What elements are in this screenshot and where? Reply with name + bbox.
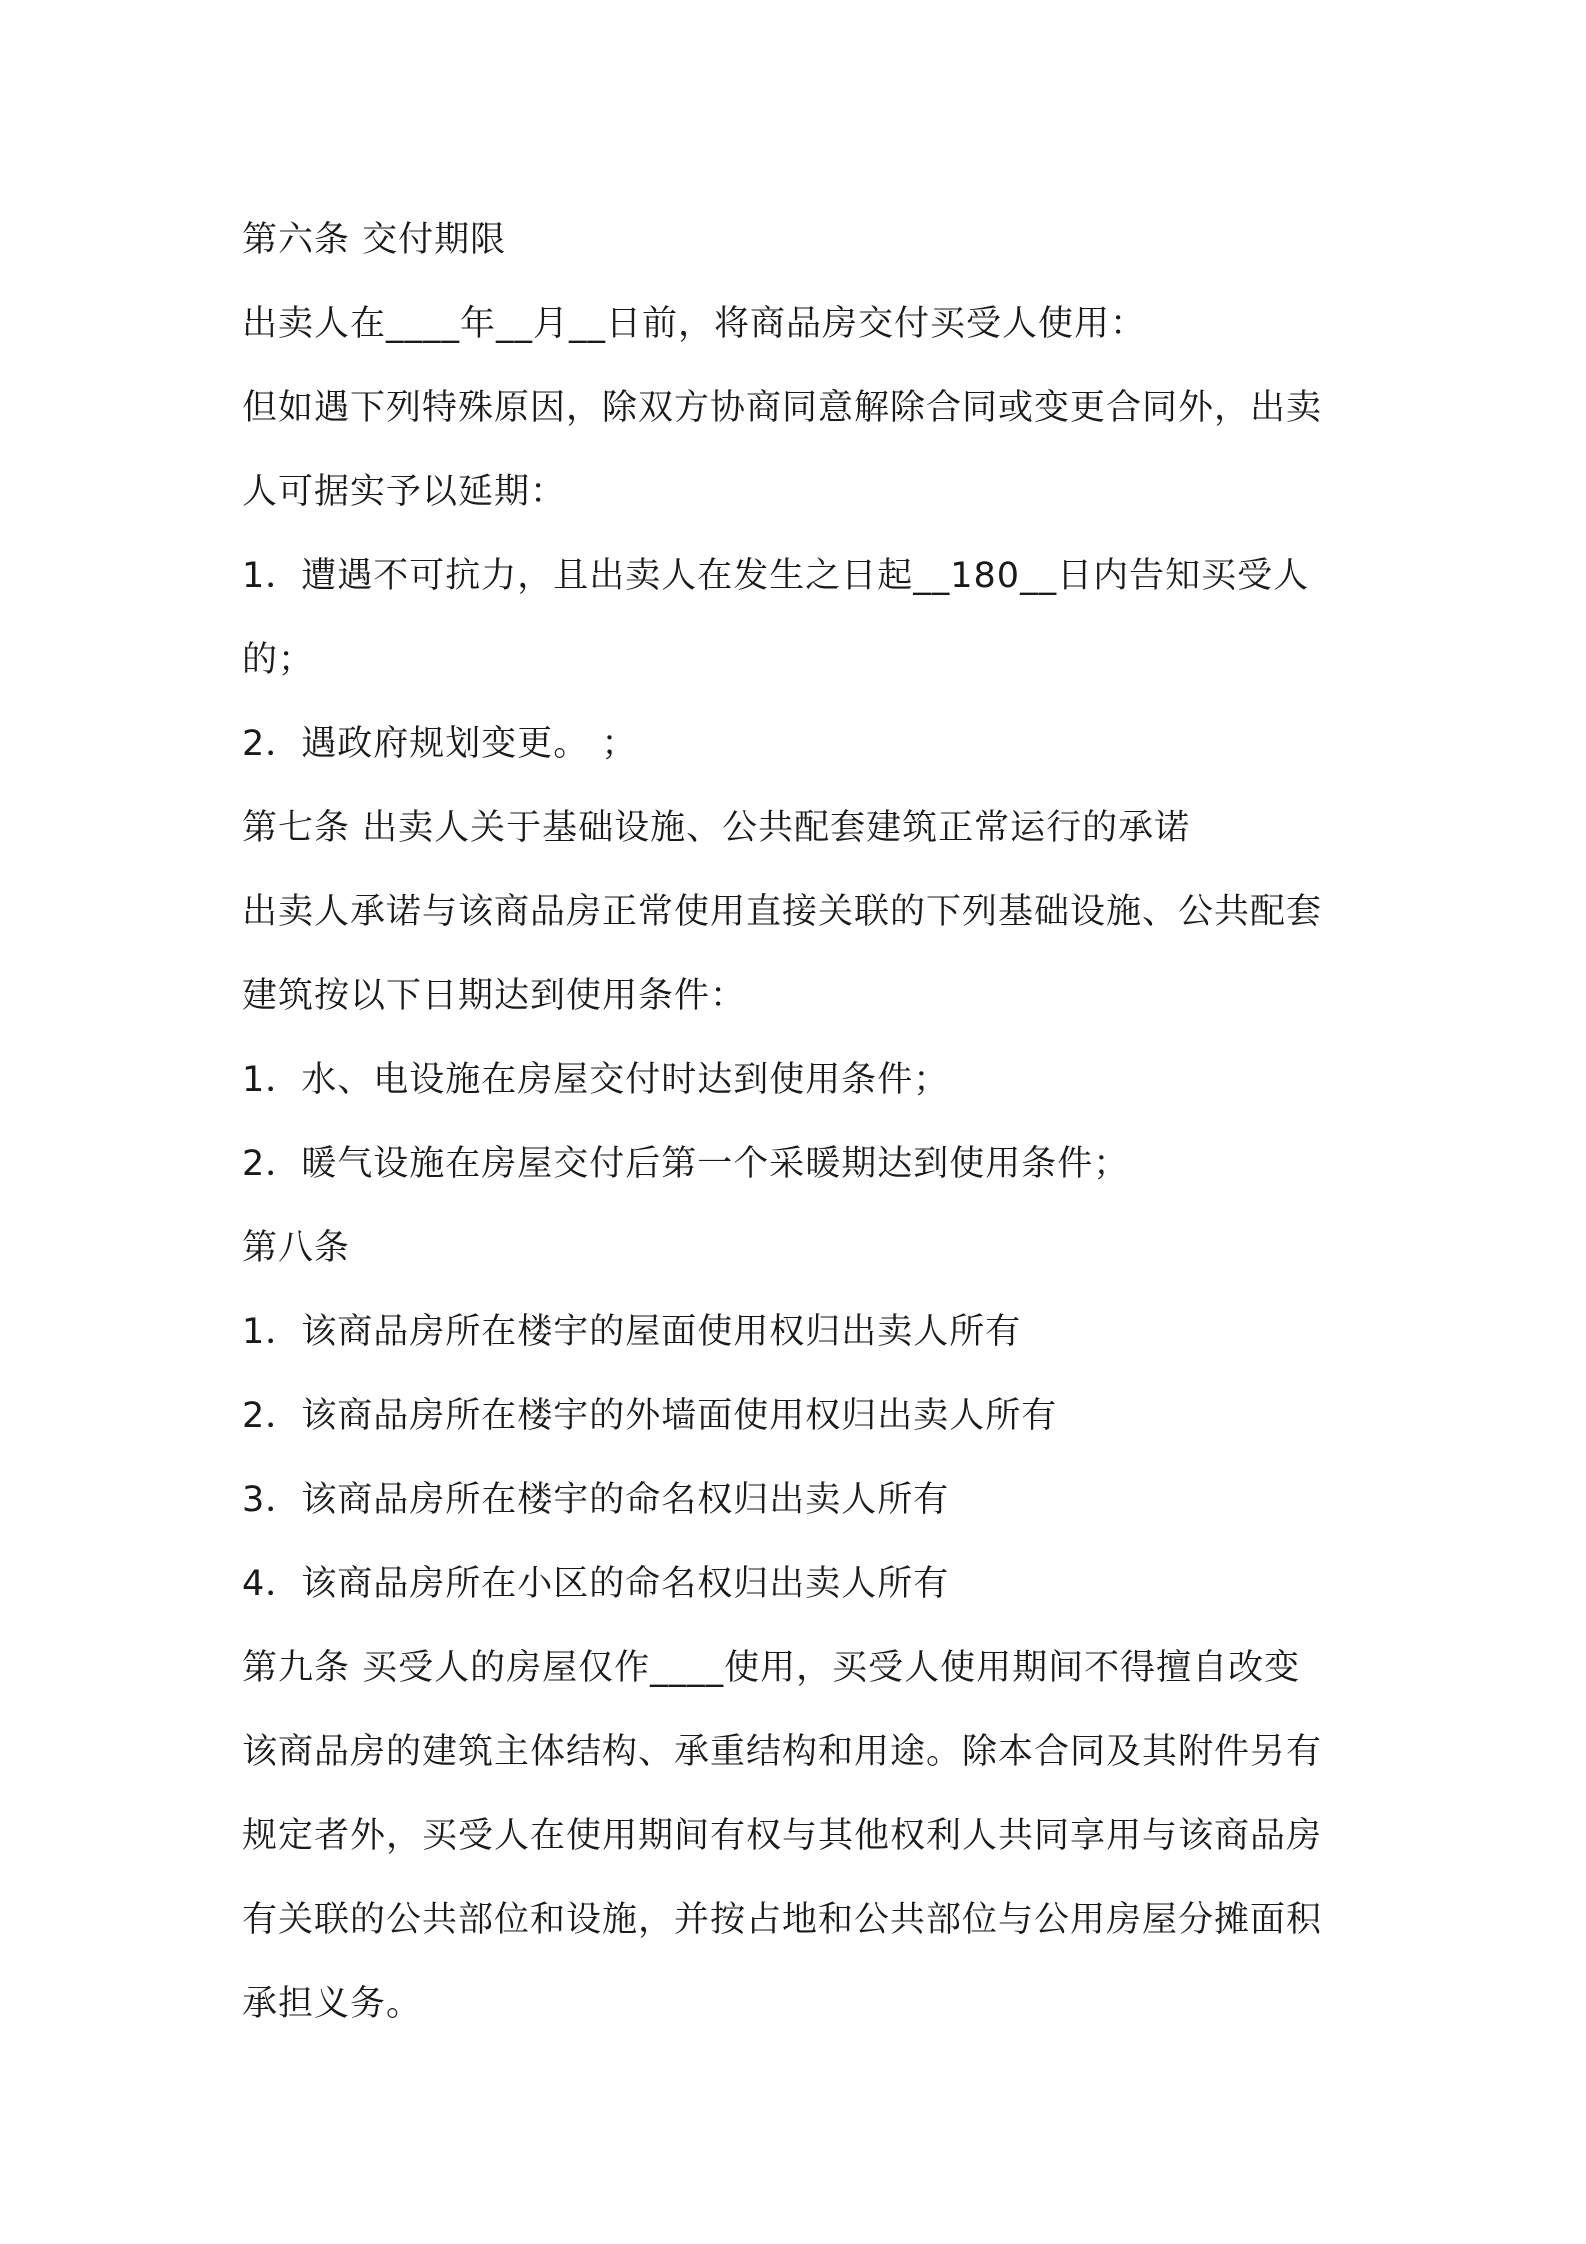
article-6-heading: 第六条 交付期限 — [242, 220, 507, 260]
text-line: 建筑按以下日期达到使用条件： — [242, 976, 747, 1016]
text-line: 1．水、电设施在房屋交付时达到使用条件； — [242, 1060, 950, 1100]
text-line: 3．该商品房所在楼宇的命名权归出卖人所有 — [242, 1480, 950, 1520]
text-line: 2．遇政府规划变更。 ； — [242, 724, 638, 764]
document-body — [242, 198, 1362, 2046]
article-8-heading: 第八条 — [242, 1228, 351, 1268]
text-line: 4．该商品房所在小区的命名权归出卖人所有 — [242, 1564, 950, 1604]
text-line: 的； — [242, 640, 315, 680]
text-line: 出卖人在____年__月__日前，将商品房交付买受人使用： — [242, 304, 1147, 344]
text-line: 2．该商品房所在楼宇的外墙面使用权归出卖人所有 — [242, 1396, 1058, 1436]
text-line: 1．遭遇不可抗力，且出卖人在发生之日起__180__日内告知买受人 — [242, 556, 1310, 596]
text-line: 但如遇下列特殊原因，除双方协商同意解除合同或变更合同外，出卖 — [242, 388, 1323, 428]
text-line: 该商品房的建筑主体结构、承重结构和用途。除本合同及其附件另有 — [242, 1732, 1323, 1772]
text-line: 出卖人承诺与该商品房正常使用直接关联的下列基础设施、公共配套 — [242, 892, 1323, 932]
article-7-heading: 第七条 出卖人关于基础设施、公共配套建筑正常运行的承诺 — [242, 808, 1191, 848]
text-line: 2．暖气设施在房屋交付后第一个采暖期达到使用条件； — [242, 1144, 1130, 1184]
article-9-heading: 第九条 买受人的房屋仅作____使用，买受人使用期间不得擅自改变 — [242, 1648, 1301, 1688]
text-line: 1．该商品房所在楼宇的屋面使用权归出卖人所有 — [242, 1312, 1022, 1352]
text-line: 规定者外，买受人在使用期间有权与其他权利人共同享用与该商品房 — [242, 1816, 1323, 1856]
text-line: 人可据实予以延期： — [242, 472, 567, 512]
text-line: 有关联的公共部位和设施，并按占地和公共部位与公用房屋分摊面积 — [242, 1900, 1323, 1940]
text-line: 承担义务。 — [242, 1984, 423, 2024]
